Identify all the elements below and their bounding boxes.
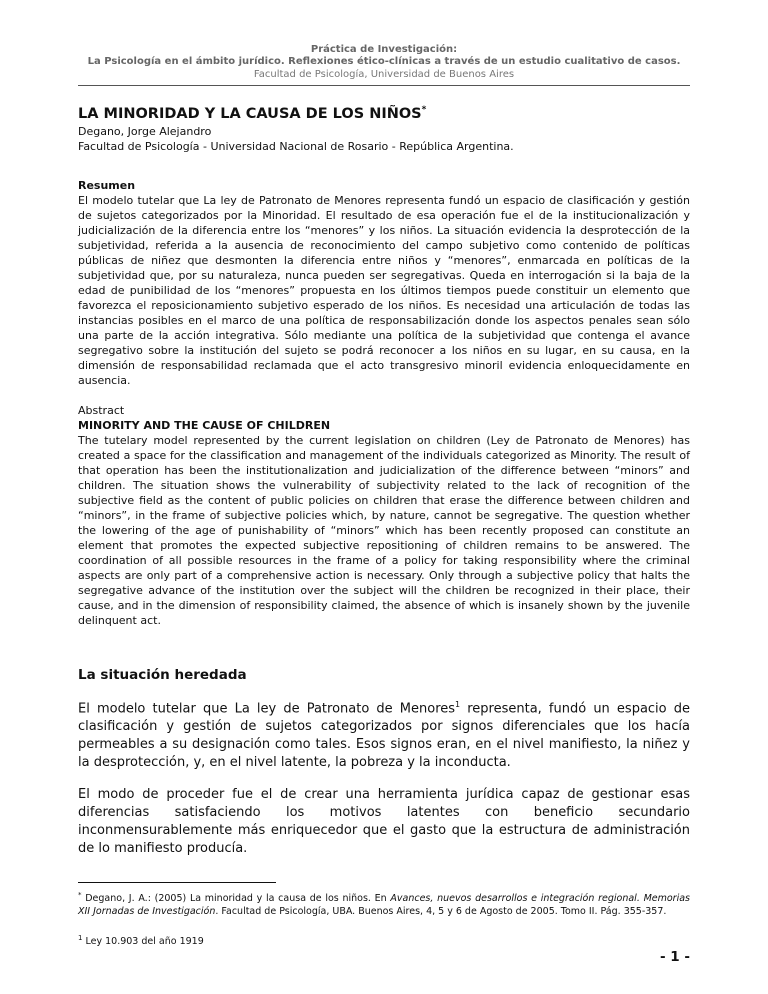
header-line-2: La Psicología en el ámbito jurídico. Reflexiones ético-clínicas a través de un estudio cualitativo de casos. xyxy=(87,56,681,67)
page-number: - 1 - xyxy=(660,949,690,965)
article-title: LA MINORIDAD Y LA CAUSA DE LOS NIÑOS* xyxy=(78,105,427,122)
abstract-heading: Abstract xyxy=(78,403,125,417)
header-line-3: Facultad de Psicología, Universidad de Buenos Aires xyxy=(253,69,515,80)
author-name: Degano, Jorge Alejandro xyxy=(78,124,212,138)
header-line-1: Práctica de Investigación: xyxy=(310,44,458,55)
author-affiliation: Facultad de Psicología - Universidad Nacional de Rosario - República Argentina. xyxy=(78,139,514,153)
abstract-text: The tutelary model represented by the current legislation on children (Ley de Patronato de Menores) has created a space for the classification and management of the individuals categorized as Minority. The result of that operation has been the institutionalization and judicialization of the difference between “minors” and children. The situation shows the vulnerability of subjectivity related to the lack of recognition of the subjective field as the content of public policies on children that erase the difference between children and “minors”, in the frame of subjective policies which, by nature, cannot be segregative. The question whether the lowering of the age of punishability of “minors” which has been recently proposed can constitute an element that promotes the expected subjective repositioning of children remains to be answered. The coordination of all possible resources in the frame of a policy for taking responsibility where the criminal aspects are only part of a comprehensive action is necessary. Only through a subjective policy that halts the segregative advance of the institution over the subject will the children be recognized in their place, their cause, and in the dimension of responsibility claimed, the absence of which is insanely shown by the juvenile delinquent act. xyxy=(78,433,690,627)
footnote-ref-1[interactable]: 1 xyxy=(455,699,461,709)
page-content xyxy=(78,100,690,948)
resumen-heading: Resumen xyxy=(78,178,136,192)
section-heading: La situación heredada xyxy=(78,666,247,683)
section-paragraph-2: El modo de proceder fue el de crear una herramienta jurídica capaz de gestionar esas diferencias satisfaciendo los motivos latentes con beneficio secundario inconmensurablemente más enriquecedor que el gasto que la estructura de administración de lo manifiesto producía. xyxy=(78,787,690,857)
title-footnote-mark: * xyxy=(421,105,427,115)
footnote-1: * Degano, J. A.: (2005) La minoridad y la causa de los niños. En Avances, nuevos desarrollos e integración regional. Memorias XII Jornadas de Investigación. Facultad de Psicología, UBA. Buenos Aires, 4, 5 y 6 de Agosto de 2005. Tomo II. Pág. 355-357. xyxy=(78,891,690,918)
resumen-text: El modelo tutelar que La ley de Patronato de Menores representa fundó un espacio de clasificación y gestión de sujetos categorizados por la Minoridad. El resultado de esa operación fue el de la institucionalización y judicialización de la diferencia entre los “menores” y los niños. La situación evidencia la desprotección de la subjetividad, referida a la ausencia de reconocimiento del campo subjetivo como contenido de políticas públicas de niñez que desmonten la diferencia entre niños y “menores”, enmarcada en políticas de la subjetividad que, por su naturaleza, nunca pueden ser segregativas. Queda en interrogación si la baja de la edad de punibilidad de los “menores” propuesta en los últimos tiempos puede constituir un elemento que favorezca el reposicionamiento subjetivo esperado de los niños. Es necesidad una articulación de todas las instancias posibles en el marco de una política de responsabilización donde los aspectos penales sean sólo una parte de la acción integrativa. Sólo mediante una política de la subjetividad que contenga el avance segregativo sobre la institución del sujeto se podrá reconocer a los niños en su lugar, en su causa, en la dimensión de responsabilidad reclamada que el acto transgresivo minoril evidencia enloquecidamente en ausencia. xyxy=(78,193,690,387)
header-divider xyxy=(78,85,690,86)
section-paragraph-1: El modelo tutelar que La ley de Patronato de Menores$^1$ representa, fundó un espacio de clasificación y gestión de sujetos categorizados por signos diferenciales que los hacía permeables a su designación como tales. Esos signos eran, en el nivel manifiesto, la niñez y la desprotección, y, en el nivel latente, la pobreza y la inconducta. xyxy=(78,699,690,771)
footnote-2: $^1$ Ley 10.903 del año 1919 xyxy=(78,934,204,948)
abstract-subtitle: MINORITY AND THE CAUSE OF CHILDREN xyxy=(78,418,331,432)
